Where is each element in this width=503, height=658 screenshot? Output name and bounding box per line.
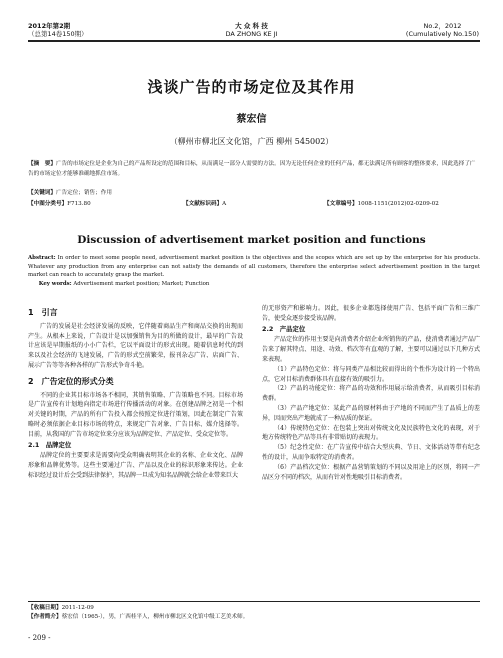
journal-name-pinyin: DA ZHONG KE JI <box>225 30 278 38</box>
page-number: - 209 - <box>28 634 51 642</box>
section-1-heading: 1 引言 <box>28 308 58 317</box>
english-keywords-text: Advertisement market position; Market; Function <box>73 280 210 287</box>
list-item-2: （2）产品的功能定位：将产品的功效和作用展示给消费者，从而吸引目标消费群。 <box>262 385 480 403</box>
journal-issue-right <box>406 22 479 38</box>
english-abstract <box>28 254 480 288</box>
doc-code-label: 【文献标识码】 <box>183 201 223 207</box>
list-item-1: （1）产品特色定位：将与同类产品相比较而得出的个性作为设计的一个特出点，它对目标消费群体具有直接有效的吸引力。 <box>262 365 480 383</box>
clc-label: 【中图分类号】 <box>28 201 68 207</box>
list-item-5: （5）纪念性定位：在广告宣传中结合大型庆典、节日、文体活动等带有纪念性的设计，从而争取特定的消费者。 <box>262 444 480 461</box>
section-2-paragraph: 不同的企业其目标市场各不相同，其销售策略、广告策略也不同。目标市场是广告宣传有计划地向指定市场进行传播活动的对象。在创建品牌之初是一个相对关键的时期，产品的所有广告投入都会按照定位进行策划，因此在制定广告策略时必须依据企业目标市场的特点，来规定广告对象、广告目标、媒介选择等。目前，从我国的广告市场定位来分应该为品牌定位、产品定位、受众定位等。 <box>28 391 243 438</box>
keywords-text: 广告定位；销售；作用 <box>55 190 112 196</box>
cumulative-issue-line: （总第14卷150期） <box>28 30 88 38</box>
received-label: 【收稿日期】 <box>28 605 62 611</box>
article-no-block <box>324 200 439 210</box>
issue-number-en: No.2，2012 <box>423 22 462 30</box>
article-no-value: 1008-1151(2012)02-0209-02 <box>357 201 439 207</box>
received-value: 2011-12-09 <box>61 605 94 611</box>
section-2-2-heading: 2.2 产品定位 <box>262 324 306 333</box>
author-bio <box>28 613 480 622</box>
english-abstract-label: Abstract: <box>28 255 56 261</box>
abstract-text: 广告的市场定位是企业为自己的产品所设定的范围和目标，从而满足一部分人需要的方法。因为无论任何企业的任何产品，都无法满足所有顾客的整体要求，因此选择了广告的市场定位才能够准确地抓住市场。 <box>28 161 476 177</box>
cumulative-number-en: (Cumulatively No.150) <box>405 30 479 38</box>
doc-code-block <box>183 200 226 210</box>
abstract-label: 【摘 要】 <box>28 161 56 167</box>
journal-name-cn: 大 众 科 技 <box>235 22 268 30</box>
article-no-label: 【文章编号】 <box>324 201 358 207</box>
list-item-6: （6）产品档次定位：根据产品营销策划的不同以及用途上的区别，将同一产品区分不同的档次，从而有针对性地吸引目标消费者。 <box>262 463 480 481</box>
section-2-1-heading: 2.1 品牌定位 <box>28 440 72 449</box>
english-keywords <box>28 280 480 289</box>
english-abstract-text: In order to meet some people need, advertisement market position is the objectives and the scopes which are set up by the enterprise for his products. Whatever any production from any enterprise can not satisfy the demands of all customers, therefore the enterprise select advertisement position in the target market can reach to accurately grasp the market. <box>28 255 480 279</box>
left-column <box>28 304 243 481</box>
footnote <box>28 604 480 621</box>
doc-code-value: A <box>222 201 227 207</box>
keywords-label: 【关键词】 <box>28 190 56 196</box>
clc-block <box>28 200 91 210</box>
author-bio-text: 蔡宏信（1965-），男，广西桂平人，柳州市柳北区文化馆中级工艺美术师。 <box>61 613 249 620</box>
right-column <box>262 304 480 482</box>
english-title: Discussion of advertisement market position and functions <box>77 234 426 246</box>
list-item-4: （4）传统特色定位：在包装上突出对传统文化及民族特色文化的表现，对于地方传统特色产品等具有非常贴切的表现力。 <box>262 424 480 442</box>
section-2-heading: 2 广告定位的形式分类 <box>28 376 114 386</box>
header-divider <box>28 40 480 42</box>
author-affiliation: （柳州市柳北区文化馆，广西 柳州 545002） <box>169 137 334 146</box>
right-continuation-paragraph: 的无形资产和影响力。因此，很多企业都选择使用广告、包括平面广告和三维广告，使受众逐步接受该品牌。 <box>262 305 480 322</box>
section-1-paragraph: 广告的发展是社会经济发展的反映，它伴随着商品生产和商品交换的出现而产生。从根本上来说，广告设计是以加强销售为目的所做的设计，最早的广告设计应该是早期报纸的小小广告栏，它以平面设计的形式出现。随着信息时代的到来以及社会经济的飞速发展，广告的形式空前繁荣，报刊杂志广告、店面广告、展示广告等等各种各样的广告形式争奇斗艳。 <box>28 322 243 369</box>
section-2-1-paragraph: 品牌定位的主要要求是需要向受众明确表明其企业的名称、企业文化、品牌形象和品牌优势等。这些主要通过广告、产品以及企业的标识形象来传达。企业标识经过设计后会受到法律保护，其品牌一旦成为知名品牌就会给企业带来巨大 <box>28 452 243 479</box>
english-keywords-label: Key words: <box>38 280 72 287</box>
issue-line: 2012年第2期 <box>28 22 71 30</box>
footnote-divider <box>28 601 480 602</box>
section-2-2-paragraph: 产品定位的作用主要是向消费者介绍企业所销售的产品，使消费者通过产品广告来了解其特点、用途、功效、档次等有直观的了解，主要可以通过以下几种方式来表现。 <box>262 336 480 363</box>
keywords-cn <box>28 189 480 199</box>
clc-value: F713.80 <box>67 201 91 207</box>
abstract-cn <box>28 160 480 179</box>
list-item-3: （3）产品产地定位：某此产品的原材料由于产地的不同而产生了品质上的差异，因而突出产地就成了一种品质的保证。 <box>262 404 480 422</box>
author-bio-label: 【作者简介】 <box>28 613 62 620</box>
paper-title: 浅谈广告的市场定位及其作用 <box>147 78 356 96</box>
author-name: 蔡宏信 <box>236 114 267 125</box>
received-date <box>28 604 480 613</box>
